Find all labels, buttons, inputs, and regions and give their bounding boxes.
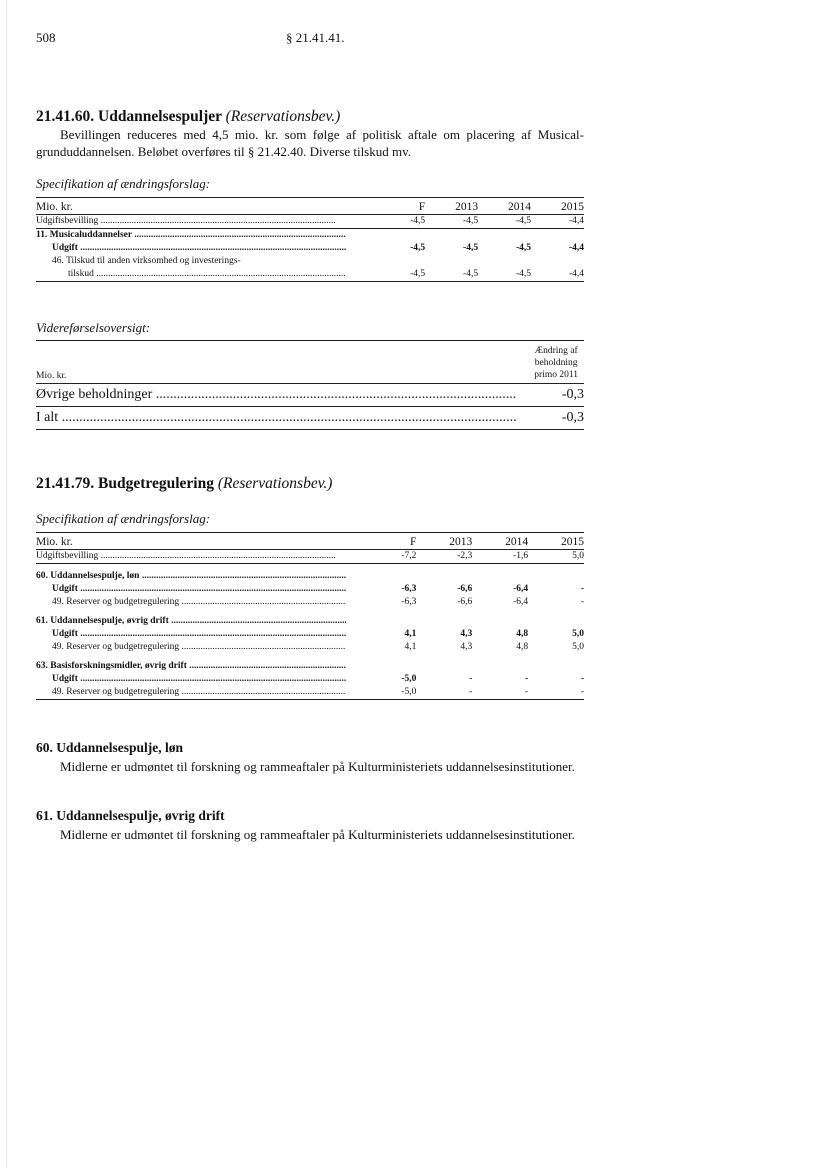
table-row: 46. Tilskud til anden virksomhed og investerings- <box>52 256 241 266</box>
carryover-label: Videreførselsoversigt: <box>36 320 151 335</box>
table-row: 63. Basisforskningsmidler, øvrig drift ..... <box>36 660 584 673</box>
spec-table-1 <box>36 197 584 282</box>
note-title-61: 61. Uddannelsespulje, øvrig drift <box>36 808 225 823</box>
section-title-budgetregulering: 21.41.79. Budgetregulering (Reservationsbev.) <box>36 475 333 492</box>
table-row: Udgift ..... -5,0 - - - <box>36 673 584 686</box>
spec-label-1: Specifikation af ændringsforslag: <box>36 176 211 191</box>
carryover-header: Mio. kr. Ændring af beholdning primo 2011 <box>36 341 584 384</box>
page-edge-line <box>6 0 7 1168</box>
table-row: 11. Musicaluddannelser ..... <box>36 229 584 243</box>
note-title-60: 60. Uddannelsespulje, løn <box>36 740 184 755</box>
table-header-row: Mio. kr. F 2013 2014 2015 <box>36 198 584 215</box>
table-row: I alt ..... -0,3 <box>36 407 584 430</box>
section-title-uddannelsespuljer: 21.41.60. Uddannelsespuljer (Reservationsbev.) <box>36 108 341 125</box>
note-body-60: Midlerne er udmøntet til forskning og rammeaftaler på Kulturministeriets uddannelsesinstitutioner. <box>60 759 575 774</box>
table-header-row: Mio. kr. F 2013 2014 2015 <box>36 533 584 550</box>
table-row: 49. Reserver og budgetregulering ..... -5,0 - - - <box>36 686 584 700</box>
section-body-uddannelsespuljer: Bevillingen reduceres med 4,5 mio. kr. som følge af politisk aftale om placering af Musical-grunduddannelsen. Beløbet overføres til § 21.42.40. Diverse tilskud mv. <box>36 127 584 159</box>
table-row: Udgiftsbevilling ..... -4,5 -4,5 -4,5 -4,4 <box>36 215 584 229</box>
note-body-61: Midlerne er udmøntet til forskning og rammeaftaler på Kulturministeriets uddannelsesinstitutioner. <box>60 827 575 842</box>
spec-label-2: Specifikation af ændringsforslag: <box>36 511 211 526</box>
page-number: 508 <box>36 30 56 45</box>
header-paragraph: § 21.41.41. <box>286 30 345 45</box>
table-row: 49. Reserver og budgetregulering ..... -6,3 -6,6 -6,4 - <box>36 596 584 609</box>
table-row: Udgiftsbevilling ..... -7,2 -2,3 -1,6 5,0 <box>36 550 584 564</box>
table-row: tilskud ..... -4,5 -4,5 -4,5 -4,4 <box>36 268 584 282</box>
change-column-header: Ændring af beholdning primo 2011 <box>534 346 578 380</box>
page-header <box>36 30 585 48</box>
table-row: 49. Reserver og budgetregulering ..... 4,1 4,3 4,8 5,0 <box>36 641 584 654</box>
table-row: Udgift ..... 4,1 4,3 4,8 5,0 <box>36 628 584 641</box>
carryover-table <box>36 340 584 430</box>
table-row: 60. Uddannelsespulje, løn ..... <box>36 570 584 583</box>
table-row: Udgift ..... -4,5 -4,5 -4,5 -4,4 <box>36 242 584 255</box>
spec-table-2 <box>36 532 584 700</box>
table-row: Udgift ..... -6,3 -6,6 -6,4 - <box>36 583 584 596</box>
table-row: 61. Uddannelsespulje, øvrig drift ..... <box>36 615 584 628</box>
table-row: Øvrige beholdninger ..... -0,3 <box>36 384 584 407</box>
